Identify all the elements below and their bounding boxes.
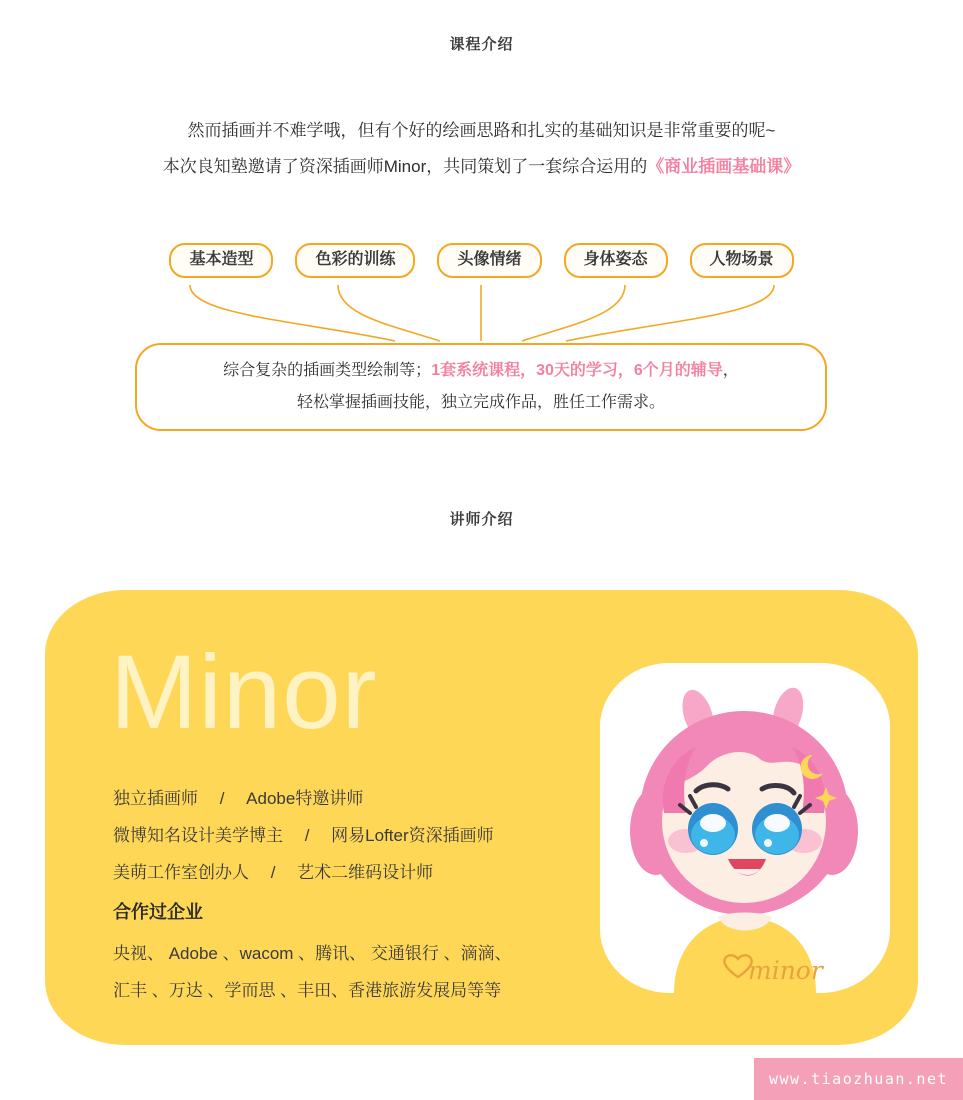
partners-line-1: 央视、 Adobe 、wacom 、腾讯、 交通银行 、滴滴、 xyxy=(113,944,512,963)
topic-pill-basic-form[interactable]: 基本造型 xyxy=(169,243,273,278)
intro-line-1: 然而插画并不难学哦，但有个好的绘画思路和扎实的基础知识是非常重要的呢~ xyxy=(187,121,776,140)
topic-pill-head-emotion[interactable]: 头像情绪 xyxy=(437,243,541,278)
course-summary-line-2: 轻松掌握插画技能，独立完成作品，胜任工作需求。 xyxy=(296,394,665,411)
avatar-illustration-icon xyxy=(600,663,890,993)
section-heading-course xyxy=(0,33,963,54)
watermark-text: www.tiaozhuan.net xyxy=(768,1070,949,1088)
section-heading-teacher-text: 讲师介绍 xyxy=(449,511,514,528)
topic-pill-body-pose[interactable]: 身体姿态 xyxy=(564,243,668,278)
intro-line-2 xyxy=(0,149,963,185)
course-summary-suffix: ， xyxy=(722,362,739,379)
connector-line-5 xyxy=(566,285,774,341)
topic-pill-color-training[interactable]: 色彩的训练 xyxy=(295,243,415,278)
teacher-credential-line-3: 美萌工作室创办人 / 艺术二维码设计师 xyxy=(113,863,434,882)
topic-pill-row xyxy=(0,243,963,278)
section-heading-teacher xyxy=(0,508,963,529)
teacher-credential-line-1: 独立插画师 / Adobe特邀讲师 xyxy=(113,789,364,808)
partners-title: 合作过企业 xyxy=(113,902,203,922)
section-heading-course-text: 课程介绍 xyxy=(449,36,514,53)
partners-list xyxy=(113,935,653,1009)
intro-line-2-prefix: 本次良知塾邀请了资深插画师Minor，共同策划了一套综合运用的 xyxy=(162,157,648,176)
teacher-name: Minor xyxy=(110,634,378,751)
teacher-card xyxy=(45,590,918,1045)
intro-paragraph xyxy=(0,113,963,185)
teacher-credentials xyxy=(113,780,633,891)
course-summary-box xyxy=(135,343,827,431)
course-summary-emphasis: 1套系统课程，30天的学习，6个月的辅导 xyxy=(431,362,723,379)
connector-line-1 xyxy=(190,285,395,341)
course-summary-prefix: 综合复杂的插画类型绘制等； xyxy=(223,362,432,379)
course-summary-line-1 xyxy=(223,355,739,387)
teacher-avatar xyxy=(600,663,890,993)
topic-pill-character-scene[interactable]: 人物场景 xyxy=(690,243,794,278)
intro-course-title: 《商业插画基础课》 xyxy=(647,157,801,176)
teacher-credential-line-2: 微博知名设计美学博主 / 网易Lofter资深插画师 xyxy=(113,826,494,845)
avatar-signature-text: minor xyxy=(748,956,823,985)
watermark-banner xyxy=(754,1058,963,1100)
partners-line-2: 汇丰 、万达 、学而思 、丰田、香港旅游发展局等等 xyxy=(113,981,502,1000)
